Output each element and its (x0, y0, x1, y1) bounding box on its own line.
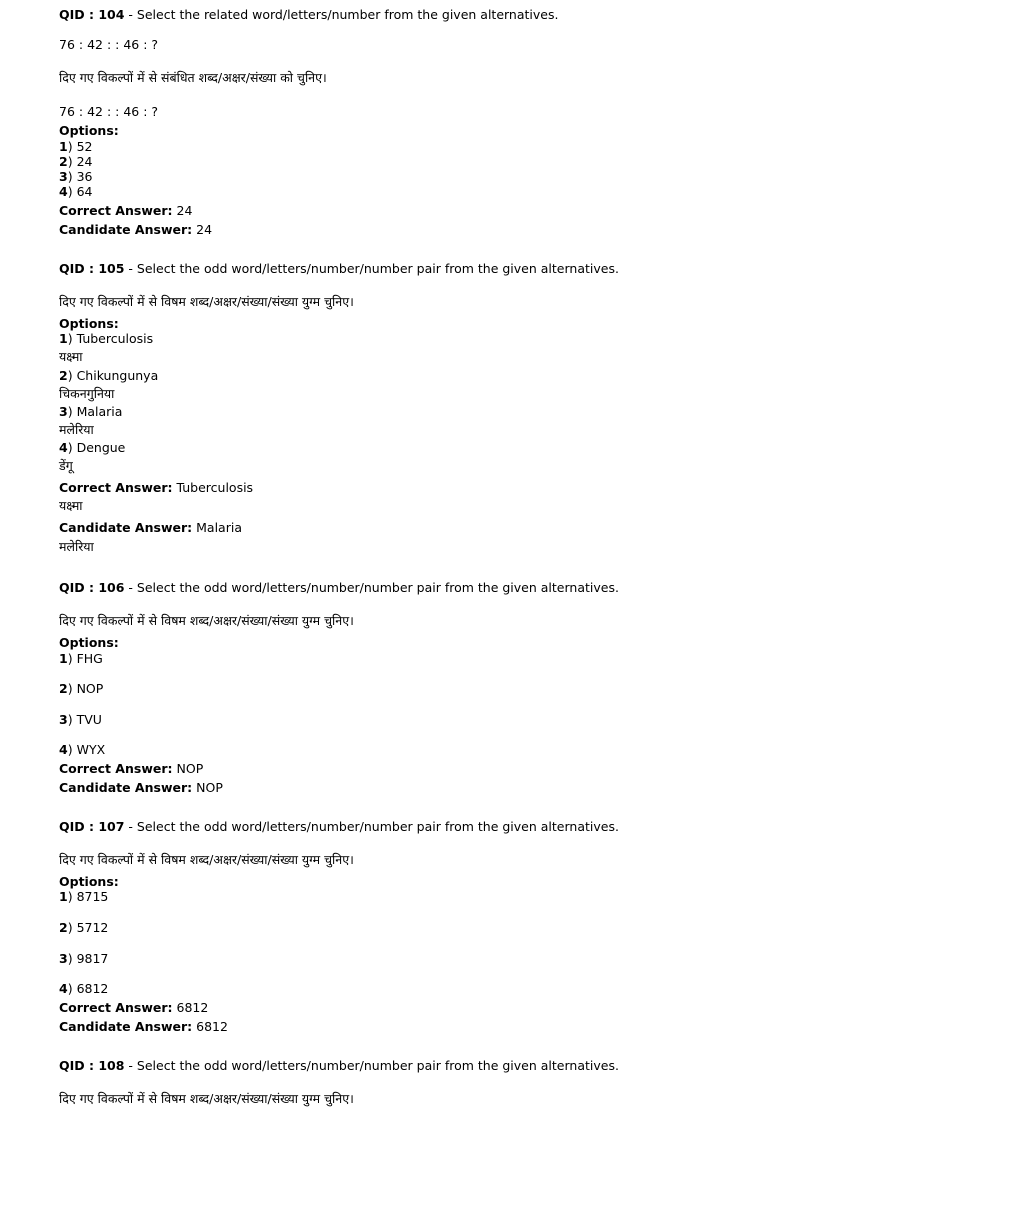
option-item: 4) 6812 (59, 981, 109, 996)
question-header: QID : 105 - Select the odd word/letters/number/number pair from the given alternatives. (59, 261, 619, 276)
question-prompt-en: Select the related word/letters/number from the given alternatives. (136, 7, 559, 22)
question-stem: 76 : 42 : : 46 : ? (59, 37, 159, 52)
option-item-hi: चिकनगुनिया (59, 386, 115, 401)
question-header: QID : 108 - Select the odd word/letters/number/number pair from the given alternatives. (59, 1058, 619, 1073)
options-label: Options: (59, 316, 119, 331)
question-prompt-en: Select the odd word/letters/number/number pair from the given alternatives. (136, 819, 619, 834)
question-prompt-hi: दिए गए विकल्पों में से विषम शब्द/अक्षर/संख्या/संख्या युग्म चुनिए। (59, 294, 354, 309)
options-label: Options: (59, 635, 119, 650)
qid: QID : 106 (59, 580, 125, 595)
correct-answer: Correct Answer: NOP (59, 761, 204, 776)
options-label: Options: (59, 123, 119, 138)
question-prompt-hi: दिए गए विकल्पों में से विषम शब्द/अक्षर/संख्या/संख्या युग्म चुनिए। (59, 1091, 354, 1106)
qid: QID : 107 (59, 819, 125, 834)
option-item: 3) Malaria (59, 404, 123, 419)
option-item: 4) 64 (59, 184, 93, 199)
correct-answer-hi: यक्ष्मा (59, 498, 83, 513)
correct-answer: Correct Answer: 24 (59, 203, 193, 218)
question-header: QID : 104 - Select the related word/letters/number from the given alternatives. (59, 7, 559, 22)
question-header: QID : 106 - Select the odd word/letters/number/number pair from the given alternatives. (59, 580, 619, 595)
qid: QID : 104 (59, 7, 125, 22)
option-item: 2) NOP (59, 681, 104, 696)
option-item-hi: यक्ष्मा (59, 349, 83, 364)
candidate-answer-hi: मलेरिया (59, 539, 94, 554)
option-item: 1) Tuberculosis (59, 331, 154, 346)
question-prompt-en: Select the odd word/letters/number/number pair from the given alternatives. (136, 261, 619, 276)
question-header: QID : 107 - Select the odd word/letters/number/number pair from the given alternatives. (59, 819, 619, 834)
question-prompt-hi: दिए गए विकल्पों में से विषम शब्द/अक्षर/संख्या/संख्या युग्म चुनिए। (59, 852, 354, 867)
option-item: 3) 36 (59, 169, 93, 184)
candidate-answer: Candidate Answer: 24 (59, 222, 213, 237)
qid: QID : 108 (59, 1058, 125, 1073)
question-prompt-hi: दिए गए विकल्पों में से विषम शब्द/अक्षर/संख्या/संख्या युग्म चुनिए। (59, 613, 354, 628)
option-item: 1) 52 (59, 139, 93, 154)
question-prompt-hi: दिए गए विकल्पों में से संबंधित शब्द/अक्षर/संख्या को चुनिए। (59, 70, 327, 85)
candidate-answer: Candidate Answer: NOP (59, 780, 223, 795)
options-label: Options: (59, 874, 119, 889)
correct-answer: Correct Answer: 6812 (59, 1000, 209, 1015)
option-item: 3) 9817 (59, 951, 109, 966)
option-item: 1) FHG (59, 651, 103, 666)
option-item: 1) 8715 (59, 889, 109, 904)
option-item: 2) 5712 (59, 920, 109, 935)
qid: QID : 105 (59, 261, 125, 276)
candidate-answer: Candidate Answer: 6812 (59, 1019, 228, 1034)
option-item: 4) WYX (59, 742, 106, 757)
option-item: 2) 24 (59, 154, 93, 169)
candidate-answer: Candidate Answer: Malaria (59, 520, 242, 535)
question-prompt-en: Select the odd word/letters/number/number pair from the given alternatives. (136, 580, 619, 595)
option-item: 4) Dengue (59, 440, 126, 455)
option-item-hi: मलेरिया (59, 422, 94, 437)
question-stem: 76 : 42 : : 46 : ? (59, 104, 159, 119)
correct-answer: Correct Answer: Tuberculosis (59, 480, 254, 495)
option-item: 3) TVU (59, 712, 102, 727)
option-item-hi: डेंगू (59, 458, 73, 473)
question-prompt-en: Select the odd word/letters/number/number pair from the given alternatives. (136, 1058, 619, 1073)
option-item: 2) Chikungunya (59, 368, 159, 383)
